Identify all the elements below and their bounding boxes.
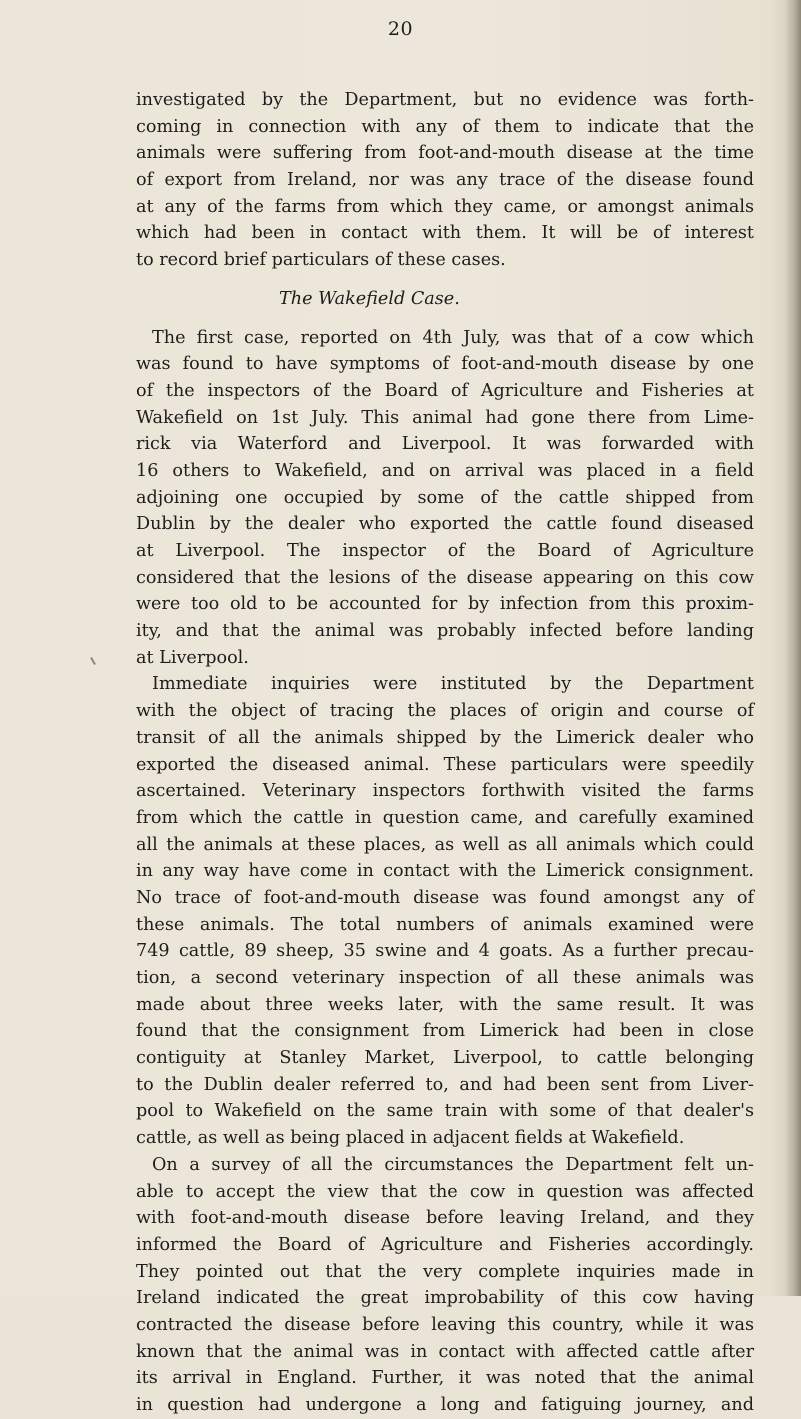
text-line: at Liverpool. The inspector of the Board of Agriculture (136, 541, 754, 561)
text-line: Wakefield on 1st July. This animal had gone there from Lime- (136, 407, 754, 428)
text-line: were too old to be accounted for by infection from this proxim- (136, 594, 754, 615)
page-number: 20 (387, 18, 414, 40)
text-line: with the object of tracing the places of origin and course of (136, 701, 754, 722)
text-line: known that the animal was in contact with affected cattle after (136, 1341, 754, 1362)
text-line: considered that the lesions of the disease appearing on this cow (136, 567, 754, 588)
text-line: The first case, reported on 4th July, was that of a cow which (152, 327, 754, 348)
text-line: Ireland indicated the great improbability of this cow having (136, 1288, 754, 1309)
text-line: No trace of foot-and-mouth disease was found amongst any of (136, 887, 754, 908)
text-line: of the inspectors of the Board of Agriculture and Fisheries at (136, 380, 754, 401)
text-line: contiguity at Stanley Market, Liverpool, to cattle belonging (136, 1048, 754, 1069)
text-line: ascertained. Veterinary inspectors forthwith visited the farms (136, 781, 754, 802)
margin-mark (90, 657, 96, 665)
text-line: Dublin by the dealer who exported the cattle found diseased (136, 514, 754, 535)
text-line: informed the Board of Agriculture and Fisheries accordingly. (136, 1234, 754, 1255)
text-line: with foot-and-mouth disease before leaving Ireland, and they (136, 1208, 754, 1229)
text-line: On a survey of all the circumstances the Department felt un- (152, 1154, 754, 1175)
paragraph-2 (136, 325, 754, 672)
text-line: to the Dublin dealer referred to, and had been sent from Liver- (136, 1074, 754, 1095)
text-line: adjoining one occupied by some of the cattle shipped from (136, 487, 754, 508)
text-line: in any way have come in contact with the Limerick consignment. (136, 861, 754, 882)
text-line: pool to Wakefield on the same train with some of that dealer's (136, 1101, 754, 1122)
text-line: 16 others to Wakefield, and on arrival was placed in a field (136, 460, 754, 481)
section-heading: The Wakefield Case. (279, 288, 460, 309)
text-line: tion, a second veterinary inspection of all these animals was (136, 968, 754, 988)
text-line: exported the diseased animal. These particulars were speedily (136, 754, 754, 775)
text-line: contracted the disease before leaving this country, while it was (136, 1314, 754, 1335)
paragraph-1 (136, 87, 754, 274)
text-line: 749 cattle, 89 sheep, 35 swine and 4 goats. As a further precau- (136, 941, 754, 962)
text-line: animals were suffering from foot-and-mouth disease at the time (136, 143, 754, 164)
text-line: from which the cattle in question came, and carefully examined (136, 807, 754, 828)
text-line: They pointed out that the very complete inquiries made in (136, 1261, 754, 1282)
text-line: found that the consignment from Limerick had been in close (136, 1021, 754, 1042)
text-line: these animals. The total numbers of animals examined were (136, 914, 754, 935)
text-line: transit of all the animals shipped by the Limerick dealer who (136, 727, 754, 748)
text-line: coming in connection with any of them to indicate that the (136, 116, 754, 137)
paragraph-4 (136, 1152, 754, 1419)
text-line: in question had undergone a long and fatiguing journey, and (136, 1395, 754, 1415)
text-line: to record brief particulars of these cases. (136, 250, 506, 271)
text-line: was found to have symptoms of foot-and-mouth disease by one (136, 354, 754, 375)
text-line: ity, and that the animal was probably infected before landing (136, 621, 754, 642)
text-line: rick via Waterford and Liverpool. It was forwarded with (136, 434, 754, 455)
paragraph-3 (136, 671, 754, 1151)
text-line: able to accept the view that the cow in question was affected (136, 1181, 754, 1202)
text-line: which had been in contact with them. It will be of interest (136, 223, 754, 244)
text-line: at Liverpool. (136, 647, 249, 668)
text-line: all the animals at these places, as well as all animals which could (136, 834, 754, 855)
text-line: at any of the farms from which they came, or amongst animals (136, 196, 754, 217)
text-line: Immediate inquiries were instituted by the Department (152, 674, 754, 695)
text-line: of export from Ireland, nor was any trace of the disease found (136, 170, 754, 191)
body-text (136, 87, 754, 1419)
text-line: its arrival in England. Further, it was noted that the animal (136, 1368, 754, 1389)
text-line: made about three weeks later, with the same result. It was (136, 994, 754, 1015)
text-line: cattle, as well as being placed in adjacent fields at Wakefield. (136, 1128, 685, 1149)
text-line: investigated by the Department, but no evidence was forth- (136, 90, 754, 110)
page-edge-shadow (785, 0, 801, 1296)
